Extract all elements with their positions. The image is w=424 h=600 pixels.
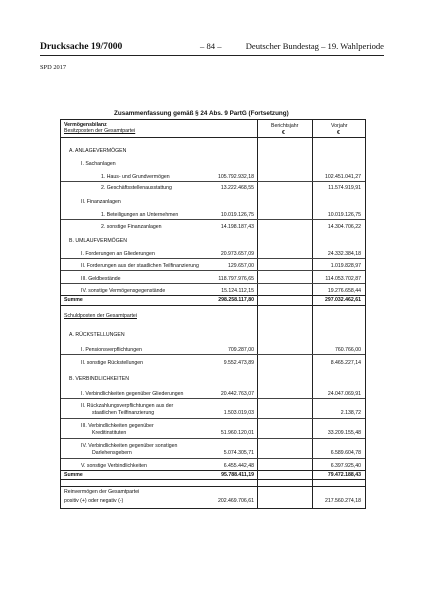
row-value-prior: 8.465.227,14 [330, 360, 361, 366]
row-label: IV. Verbindlichkeiten gegenüber sonstigen [81, 443, 178, 449]
col2-currency: € [337, 130, 340, 136]
row-value-current: 105.792.932,18 [217, 174, 254, 180]
drucksache-label [40, 41, 122, 52]
group-a: A. ANLAGEVERMÖGEN [69, 148, 127, 154]
row-value-current: 6.455.442,48 [223, 463, 254, 469]
section-title: Zusammenfassung gemäß § 24 Abs. 9 PartG (Fortsetzung) [114, 110, 289, 117]
row-label-cont: staatlichen Teilfinanzierung [92, 410, 155, 416]
column-divider-1 [257, 487, 258, 508]
col1-head: Berichtsjahr [271, 123, 299, 129]
row-label: III. Geldbestände [81, 276, 121, 282]
header-right: Deutscher Bundestag – 19. Wahlperiode [245, 41, 384, 51]
row-label: I. Verbindlichkeiten gegenüber Gliederungen [81, 391, 184, 397]
sum-liabilities-prior: 79.472.188,43 [327, 472, 361, 478]
row-label: I. Forderungen an Gliederungen [81, 251, 155, 257]
column-divider-2 [312, 120, 313, 486]
net-assets-current: 202.469.706,61 [217, 498, 254, 504]
row-rule [61, 418, 365, 419]
section-liabilities: Schuldposten der Gesamtpartei [64, 313, 137, 319]
sum-liabilities-current: 95.788.411,19 [221, 472, 254, 478]
row-value-current: 129.657,00 [228, 263, 254, 269]
net-assets-row [60, 487, 366, 509]
row-value-current: 9.552.473,89 [223, 360, 254, 366]
page-header [40, 41, 384, 55]
row-rule [61, 219, 365, 220]
sum-liabilities-label: Summe [64, 472, 83, 478]
group-a-ii: II. Finanzanlagen [81, 199, 121, 205]
row-value-prior: 6.397.925,40 [330, 463, 361, 469]
row-label: V. sonstige Verbindlichkeiten [81, 463, 147, 469]
row-rule [61, 181, 365, 182]
group-d: B. VERBINDLICHKEITEN [69, 376, 129, 382]
sum-assets-current: 298.258.117,80 [218, 297, 254, 303]
section-assets: Besitzposten der Gesamtpartei [64, 128, 136, 134]
row-rule [61, 398, 365, 399]
row-rule [61, 470, 365, 471]
row-value-prior: 24.332.384,18 [327, 251, 361, 257]
net-assets-label: Reinvermögen der Gesamtpartei [64, 489, 140, 495]
row-value-prior: 10.019.126,75 [327, 212, 361, 218]
row-value-current: 1.503.019,03 [223, 410, 254, 416]
row-value-prior: 102.451.041,27 [324, 174, 361, 180]
row-label: I. Pensionsverpflichtungen [81, 347, 142, 353]
row-value-prior: 33.209.155,48 [327, 430, 361, 436]
section-rule [61, 305, 365, 306]
group-c: A. RÜCKSTELLUNGEN [69, 332, 125, 338]
column-divider-2 [312, 487, 313, 508]
row-label: II. Forderungen aus der staatlichen Teilfinanzierung [81, 263, 199, 269]
row-value-current: 14.198.187,43 [220, 224, 254, 230]
row-rule [61, 458, 365, 459]
row-value-current: 20.973.657,09 [220, 251, 254, 257]
row-value-current: 118.797.976,65 [218, 276, 254, 282]
row-value-prior: 114.053.702,87 [325, 276, 361, 282]
section-rule [61, 479, 365, 480]
sum-assets-label: Summe [64, 297, 83, 303]
row-rule [61, 258, 365, 259]
row-value-prior: 6.589.604,78 [330, 450, 361, 456]
col1-currency: € [282, 130, 285, 136]
table-head-label: Vermögensbilanz [64, 122, 107, 128]
row-label: II. sonstige Rückstellungen [81, 360, 143, 366]
sum-assets-prior: 297.032.462,61 [324, 297, 361, 303]
balance-table [60, 119, 366, 487]
row-label: 1. Haus- und Grundvermögen [101, 174, 170, 180]
page-number: – 84 – [200, 41, 222, 51]
header-rule [40, 55, 384, 56]
row-label: 2. sonstige Finanzanlagen [101, 224, 162, 230]
row-label: 1. Beteiligungen an Unternehmen [101, 212, 179, 218]
row-label: IV. sonstige Vermögensgegenstände [81, 288, 166, 294]
row-value-prior: 1.019.828,97 [330, 263, 361, 269]
row-value-prior: 24.047.069,91 [327, 391, 361, 397]
row-value-prior: 2.138,72 [340, 410, 361, 416]
row-rule [61, 354, 365, 355]
row-value-prior: 19.276.658,44 [327, 288, 361, 294]
col2-head: Vorjahr [331, 123, 348, 129]
drucksache-number: 7000 [103, 41, 123, 52]
row-rule [61, 270, 365, 271]
head-rule [61, 137, 365, 138]
row-value-prior: 11.574.919,91 [328, 185, 361, 191]
row-label-cont: Darlehensgebern [92, 450, 132, 456]
row-value-current: 51.960.120,01 [220, 430, 254, 436]
net-assets-prior: 217.560.274,18 [324, 498, 361, 504]
row-value-current: 20.442.763,07 [220, 391, 254, 397]
row-label: III. Verbindlichkeiten gegenüber [81, 423, 154, 429]
row-rule [61, 295, 365, 296]
row-value-current: 10.019.126,75 [220, 212, 254, 218]
row-value-prior: 14.304.706,22 [327, 224, 361, 230]
net-assets-label-cont: positiv (+) oder negativ (-) [64, 498, 124, 504]
row-value-current: 5.074.305,71 [223, 450, 254, 456]
party-label: SPD 2017 [40, 64, 67, 71]
row-label-cont: Kreditinstituten [92, 430, 127, 436]
group-a-i: I. Sachanlagen [81, 161, 116, 167]
row-value-current: 13.222.468,55 [220, 185, 254, 191]
row-label: II. Rückzahlungsverpflichtungen aus der [81, 403, 174, 409]
row-label: 2. Geschäftsstellenausstattung [101, 185, 172, 191]
row-rule [61, 438, 365, 439]
row-value-current: 709.287,00 [228, 347, 254, 353]
row-value-prior: 760.766,00 [335, 347, 361, 353]
group-b: B. UMLAUFVERMÖGEN [69, 238, 127, 244]
row-value-current: 15.124.112,15 [221, 288, 254, 294]
column-divider-1 [257, 120, 258, 486]
row-rule [61, 283, 365, 284]
drucksache-prefix: Drucksache 19/ [40, 41, 104, 52]
